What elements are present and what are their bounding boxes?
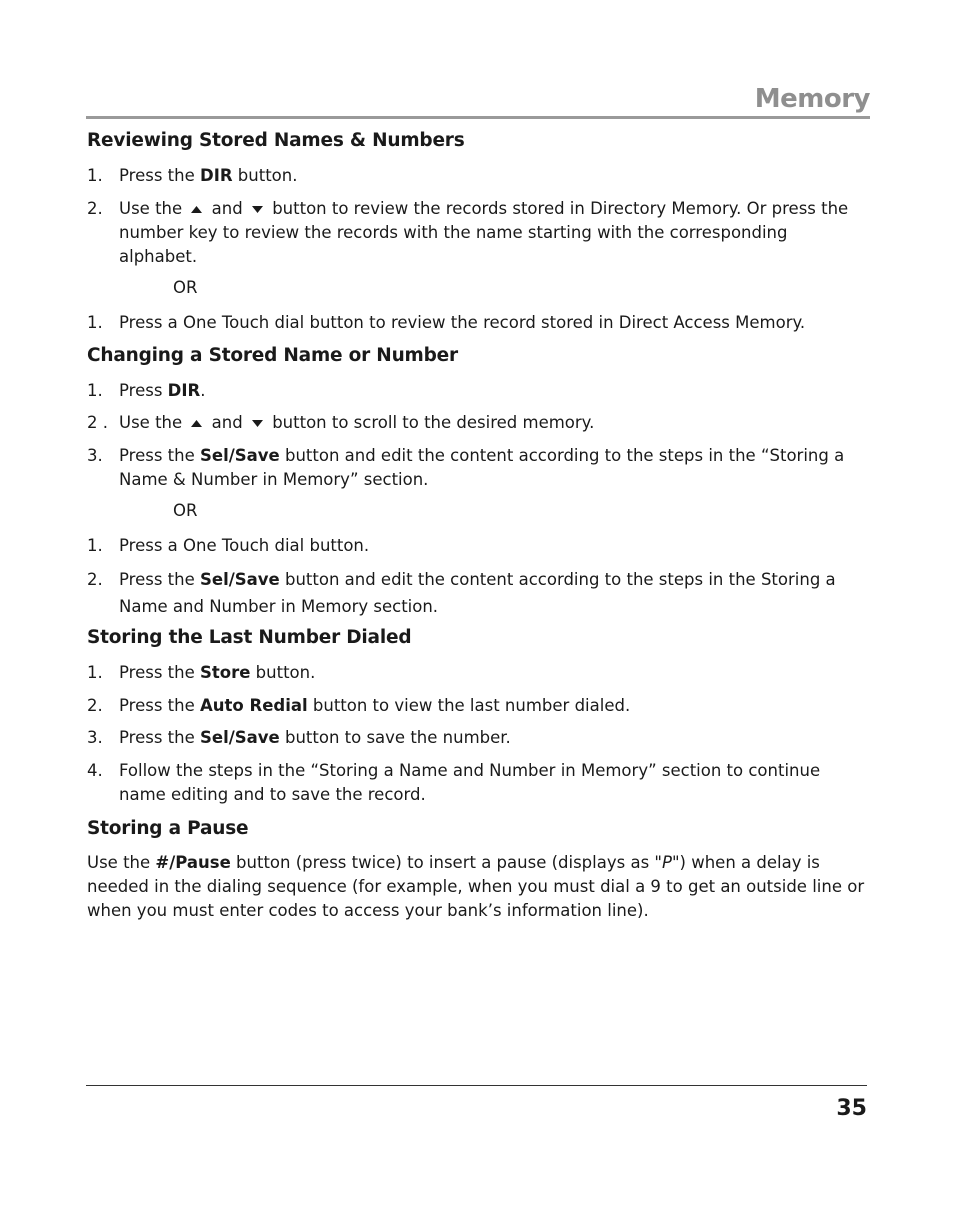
up-arrow-icon (190, 205, 203, 214)
page-number: 35 (836, 1096, 867, 1121)
top-divider (86, 116, 870, 119)
or-separator: OR (173, 278, 198, 297)
down-arrow-icon (251, 205, 264, 214)
up-arrow-icon (190, 419, 203, 428)
manual-page: Memory Reviewing Stored Names & Numbers 1. Press the DIR button. 2. Use the and button to review the records stored in Directory Memory. Or press the number key to review the records with the name starting with the corresponding alphabet. OR 1. Press a One Touch dial button to review the record stored in Direct Access Memory. Changing a Stored Name or Number 1. Press DIR. 2 . Use the and button to scroll to the desired memory. 3. Press the Sel/Save button and edit the content according to the steps in the “Storing a Name & Number in Memory” section. OR 1. Press a One Touch dial button. 2. Press the Sel/Save button and edit the content according to the steps in the Storing a Name and Number in Memory section. Storing the Last Number Dialed 1. Press the Store button. 2. Press the Auto Redial button to view the last number dialed. 3. Press the Sel/Save button to save the number. 4. Follow the steps in the “Storing a Name and Number in Memory” section to continue name editing and to save the record. Storing a Pause Use the #/Pause button (press twice) to insert a pause (displays as "P") when a delay is needed in the dialing sequence (for example, when you must dial a 9 to get an outside line or when you must enter codes to access your bank’s information line). 35 (87, 84, 870, 1121)
heading-changing: Changing a Stored Name or Number (87, 345, 458, 366)
section-title: Memory (754, 84, 870, 114)
or-separator: OR (173, 501, 198, 520)
down-arrow-icon (251, 419, 264, 428)
heading-last-number: Storing the Last Number Dialed (87, 627, 412, 648)
heading-reviewing: Reviewing Stored Names & Numbers (87, 130, 465, 151)
heading-pause: Storing a Pause (87, 818, 249, 839)
pause-paragraph: Use the #/Pause button (press twice) to insert a pause (displays as "P") when a delay is needed in the dialing sequence (for example, when you must dial a 9 to get an outside line or when you must enter codes to access your bank’s information line). (87, 853, 865, 920)
bottom-divider (86, 1085, 867, 1086)
